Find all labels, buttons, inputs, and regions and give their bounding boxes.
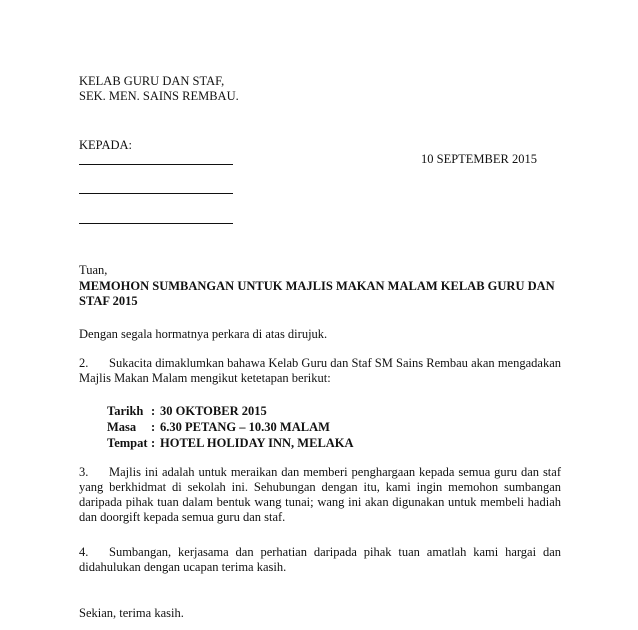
paragraph-2 (79, 356, 561, 386)
subject-line-2: STAF 2015 (79, 294, 138, 308)
recipient-blank-line-1 (79, 153, 233, 165)
paragraph-3 (79, 465, 561, 525)
detail-value: 6.30 PETANG – 10.30 MALAM (160, 420, 330, 434)
salutation-text: Tuan, (79, 263, 108, 277)
opening-text: Dengan segala hormatnya perkara di atas dirujuk. (79, 327, 328, 341)
paragraph-2-number: 2. (79, 356, 89, 370)
subject-heading (79, 279, 561, 309)
recipient-block (79, 138, 561, 153)
detail-separator: : (151, 436, 156, 450)
detail-separator: : (151, 420, 156, 434)
paragraph-4-number: 4. (79, 545, 89, 559)
detail-key: Masa (107, 420, 137, 434)
detail-value: 30 OKTOBER 2015 (160, 404, 267, 418)
subject-line-1: MEMOHON SUMBANGAN UNTUK MAJLIS MAKAN MALAM KELAB GURU DAN (79, 279, 555, 293)
detail-row-venue (107, 436, 354, 452)
paragraph-3-text: Majlis ini adalah untuk meraikan dan memberi penghargaan kepada semua guru dan staf yang berkhidmat di sekolah ini. Sehubungan dengan itu, kami ingin memohon sumbangan daripada pihak tuan dalam bentuk wang tunai; wang ini akan digunakan untuk membeli hadiah dan doorgift kepada semua guru dan staf. (79, 465, 561, 524)
paragraph-4-text: Sumbangan, kerjasama dan perhatian daripada pihak tuan amatlah kami hargai dan didahulukan dengan ucapan terima kasih. (79, 545, 561, 574)
recipient-blank-line-2 (79, 182, 233, 194)
closing-text: Sekian, terima kasih. (79, 606, 184, 620)
event-details (107, 404, 354, 452)
sender-address (79, 74, 561, 104)
recipient-label: KEPADA: (79, 138, 133, 152)
opening-paragraph (79, 327, 561, 342)
detail-separator: : (151, 404, 156, 418)
paragraph-3-number: 3. (79, 465, 89, 479)
detail-value: HOTEL HOLIDAY INN, MELAKA (160, 436, 354, 450)
sender-line-2: SEK. MEN. SAINS REMBAU. (79, 89, 239, 103)
paragraph-4 (79, 545, 561, 575)
sender-line-1: KELAB GURU DAN STAF, (79, 74, 225, 88)
detail-key: Tempat (107, 436, 148, 450)
recipient-blank-line-3 (79, 212, 233, 224)
detail-row-time (107, 420, 354, 436)
paragraph-2-text: Sukacita dimaklumkan bahawa Kelab Guru dan Staf SM Sains Rembau akan mengadakan Majlis Makan Malam mengikut ketetapan berikut: (79, 356, 561, 385)
letter-date: 10 SEPTEMBER 2015 (421, 152, 537, 166)
detail-row-date (107, 404, 354, 420)
detail-key: Tarikh (107, 404, 144, 418)
salutation (79, 263, 561, 278)
closing (79, 606, 561, 621)
